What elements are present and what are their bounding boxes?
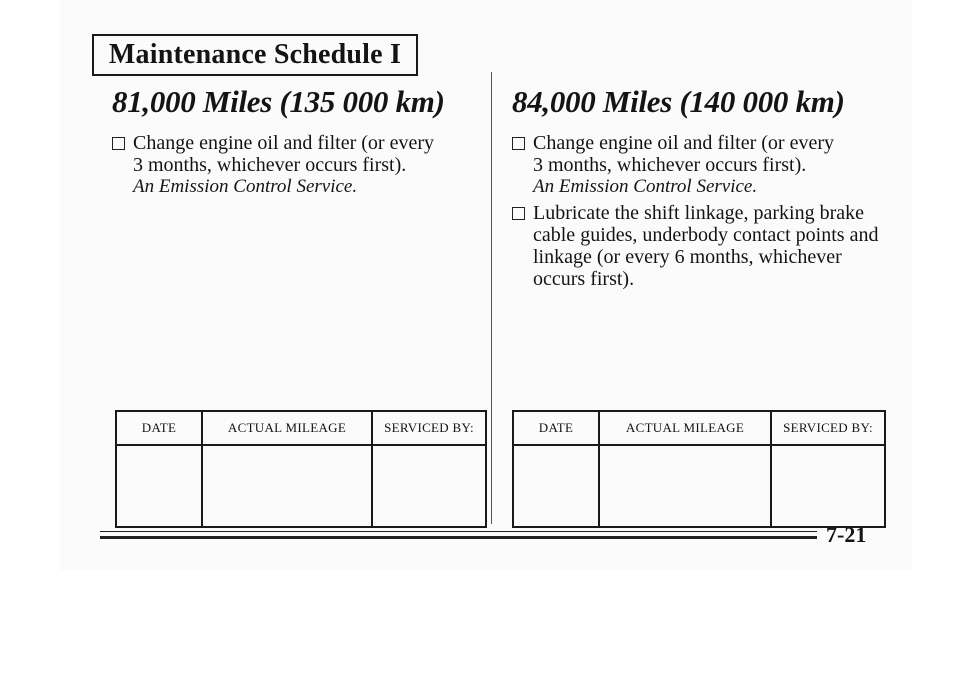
serviced-by-cell[interactable] — [372, 445, 486, 527]
mileage-cell[interactable] — [202, 445, 372, 527]
date-cell[interactable] — [513, 445, 599, 527]
checkbox[interactable] — [512, 137, 525, 150]
column-header-serviced-by: SERVICED BY: — [771, 411, 885, 445]
footer-rule — [100, 531, 817, 532]
section-84000-miles — [512, 84, 892, 294]
checkbox[interactable] — [112, 137, 125, 150]
page-title: Maintenance Schedule I — [92, 34, 418, 76]
service-note: An Emission Control Service. — [533, 176, 758, 197]
service-text-line: Change engine oil and filter (or every — [533, 132, 834, 154]
service-log-table-right — [512, 410, 886, 528]
service-item — [512, 202, 892, 290]
section-81000-miles — [112, 84, 472, 202]
service-item — [112, 132, 472, 198]
date-cell[interactable] — [116, 445, 202, 527]
column-divider — [491, 72, 492, 524]
footer-rule — [100, 536, 817, 539]
column-header-date: DATE — [513, 411, 599, 445]
column-header-mileage: ACTUAL MILEAGE — [599, 411, 771, 445]
service-text-line: Lubricate the shift linkage, parking brake — [533, 202, 864, 224]
column-header-mileage: ACTUAL MILEAGE — [202, 411, 372, 445]
service-text-line: 3 months, whichever occurs first). — [533, 154, 807, 176]
milestone-heading: 81,000 Miles (135 000 km) — [112, 84, 445, 119]
service-text-line: 3 months, whichever occurs first). — [133, 154, 407, 176]
service-text-line: cable guides, underbody contact points and — [533, 224, 879, 246]
mileage-cell[interactable] — [599, 445, 771, 527]
service-text-line: linkage (or every 6 months, whichever — [533, 246, 842, 268]
column-header-date: DATE — [116, 411, 202, 445]
serviced-by-cell[interactable] — [771, 445, 885, 527]
service-log-table-left — [115, 410, 487, 528]
page-number: 7-21 — [826, 522, 867, 547]
milestone-heading: 84,000 Miles (140 000 km) — [512, 84, 845, 119]
service-item — [512, 132, 892, 198]
service-note: An Emission Control Service. — [133, 176, 358, 197]
column-header-serviced-by: SERVICED BY: — [372, 411, 486, 445]
checkbox[interactable] — [512, 207, 525, 220]
service-text-line: Change engine oil and filter (or every — [133, 132, 434, 154]
service-text-line: occurs first). — [533, 268, 635, 290]
